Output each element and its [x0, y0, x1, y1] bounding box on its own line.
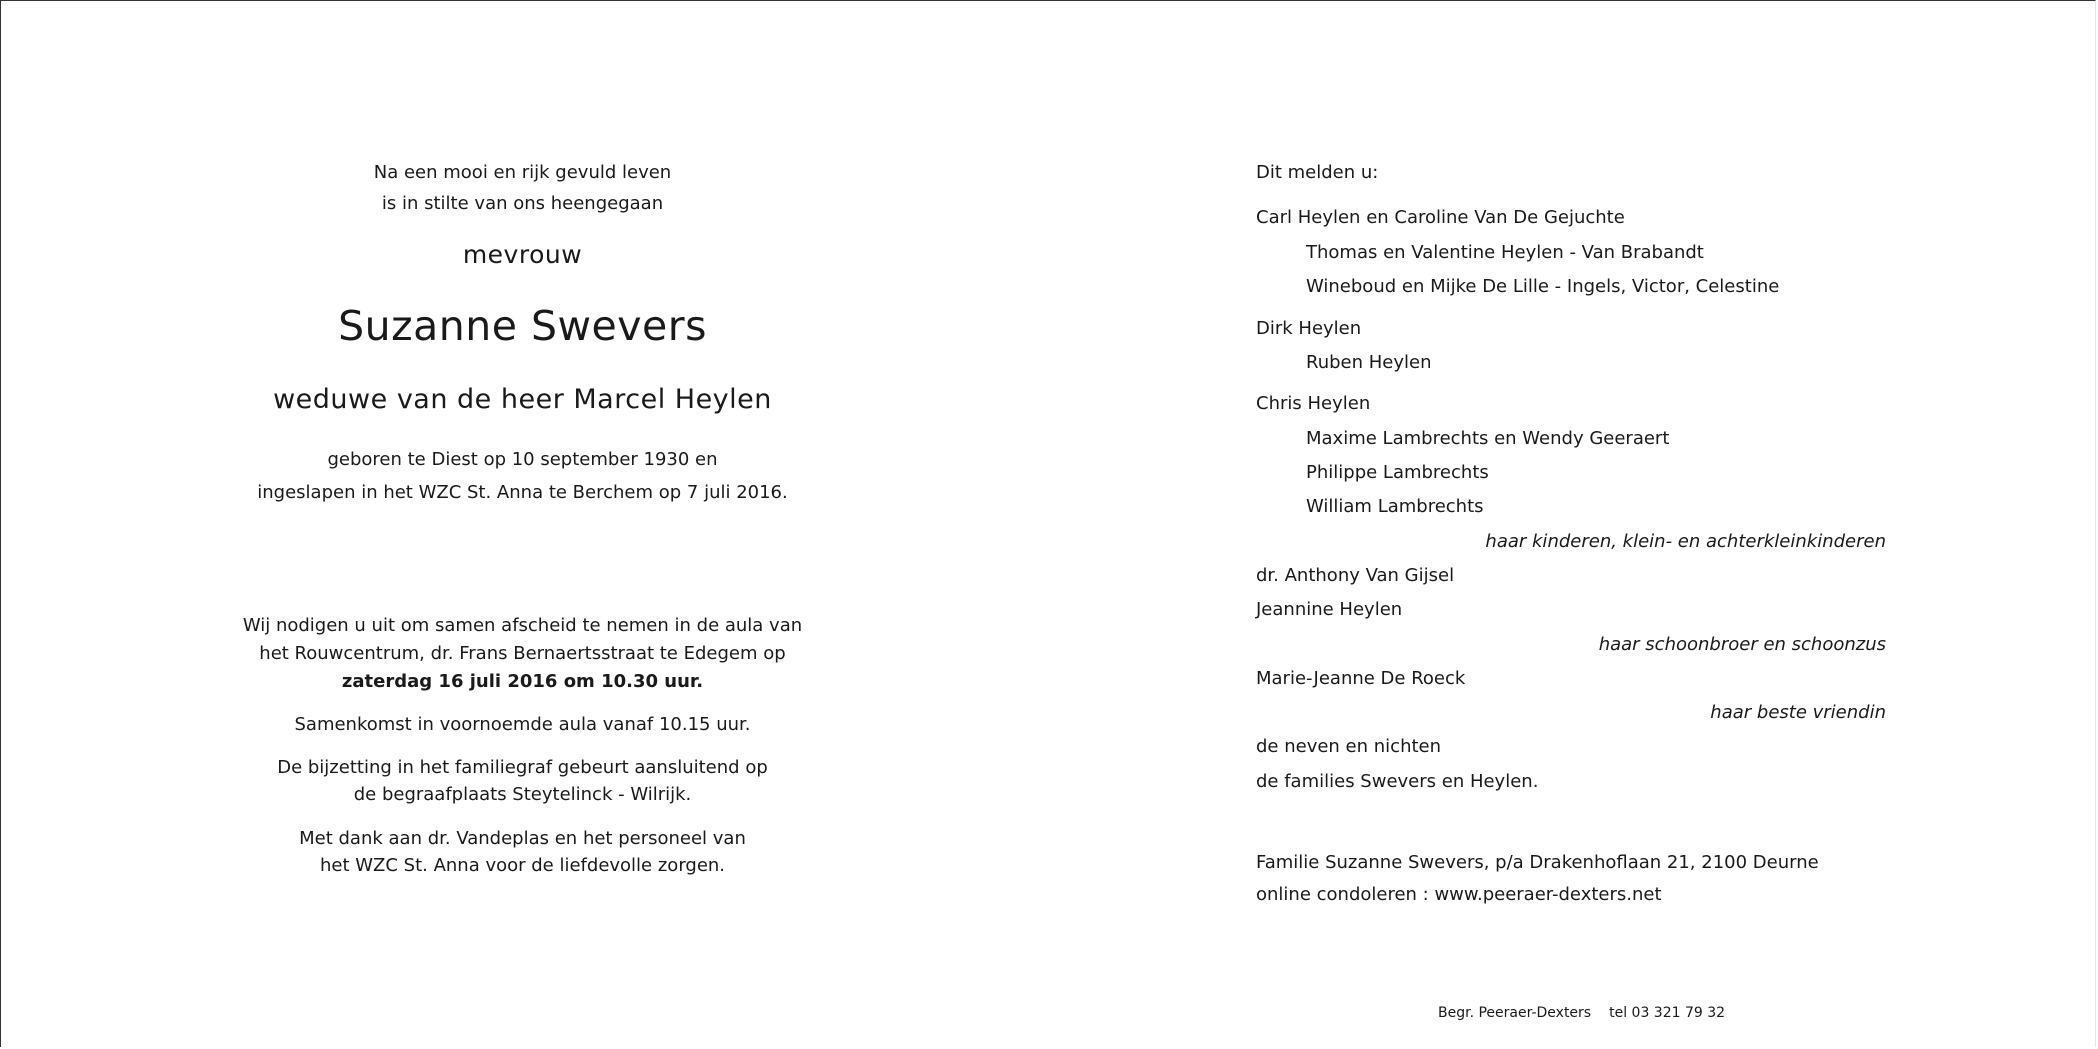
born-line: geboren te Diest op 10 september 1930 en	[327, 449, 718, 470]
families-line: de families Swevers en Heylen.	[1256, 771, 1539, 792]
intro-line-2: is in stilte van ons heengegaan	[381, 193, 664, 214]
family-member: Carl Heylen en Caroline Van De Gejuchte	[1256, 207, 1625, 228]
undertaker-phone: tel 03 321 79 32	[1609, 1005, 1726, 1021]
family-member: Chris Heylen	[1256, 393, 1371, 414]
relation-inlaws: haar schoonbroer en schoonzus	[1598, 634, 1886, 655]
family-member: Wineboud en Mijke De Lille - Ingels, Victor, Celestine	[1306, 276, 1780, 297]
thanks-line-2: het WZC St. Anna voor de liefdevolle zorgen.	[319, 855, 726, 876]
family-member: Thomas en Valentine Heylen - Van Brabandt	[1306, 242, 1704, 263]
family-member: Ruben Heylen	[1306, 352, 1432, 373]
contact-address: Familie Suzanne Swevers, p/a Drakenhoflaan 21, 2100 Deurne	[1256, 852, 1819, 873]
invite-line-2: het Rouwcentrum, dr. Frans Bernaertsstraat te Edegem op	[259, 643, 786, 664]
family-member: Dirk Heylen	[1256, 318, 1362, 339]
widow-line: weduwe van de heer Marcel Heylen	[273, 384, 772, 415]
gathering-line: Samenkomst in voornoemde aula vanaf 10.15 uur.	[294, 714, 751, 735]
family-member: Maxime Lambrechts en Wendy Geeraert	[1306, 428, 1670, 449]
thanks-line-1: Met dank aan dr. Vandeplas en het personeel van	[299, 828, 746, 849]
announce-line: Dit melden u:	[1256, 162, 1379, 183]
relatives-line: de neven en nichten	[1256, 736, 1442, 757]
invite-date-text: zaterdag 16 juli 2016 om 10.30 uur.	[341, 671, 704, 692]
friend-name: Marie-Jeanne De Roeck	[1256, 668, 1466, 689]
invite-date	[200, 671, 845, 692]
died-line: ingeslapen in het WZC St. Anna te Berchem op 7 juli 2016.	[257, 482, 788, 503]
undertaker-footer	[1438, 1005, 1725, 1021]
undertaker-name: Begr. Peeraer-Dexters	[1438, 1005, 1592, 1021]
title-prefix: mevrouw	[462, 240, 583, 269]
family-member: William Lambrechts	[1306, 496, 1484, 517]
relation-children: haar kinderen, klein- en achterkleinkinderen	[1485, 531, 1886, 552]
intro-line-1: Na een mooi en rijk gevuld leven	[373, 162, 672, 183]
invite-line-1: Wij nodigen u uit om samen afscheid te nemen in de aula van	[242, 615, 803, 636]
burial-line-2: de begraafplaats Steytelinck - Wilrijk.	[353, 784, 692, 805]
relation-friend: haar beste vriendin	[1710, 702, 1886, 723]
family-member: Philippe Lambrechts	[1306, 462, 1489, 483]
inlaw-member: dr. Anthony Van Gijsel	[1256, 565, 1455, 586]
inlaw-member: Jeannine Heylen	[1256, 599, 1403, 620]
burial-line-1: De bijzetting in het familiegraf gebeurt aansluitend op	[277, 757, 768, 778]
contact-online: online condoleren : www.peeraer-dexters.net	[1256, 884, 1662, 905]
deceased-name: Suzanne Swevers	[338, 302, 707, 350]
